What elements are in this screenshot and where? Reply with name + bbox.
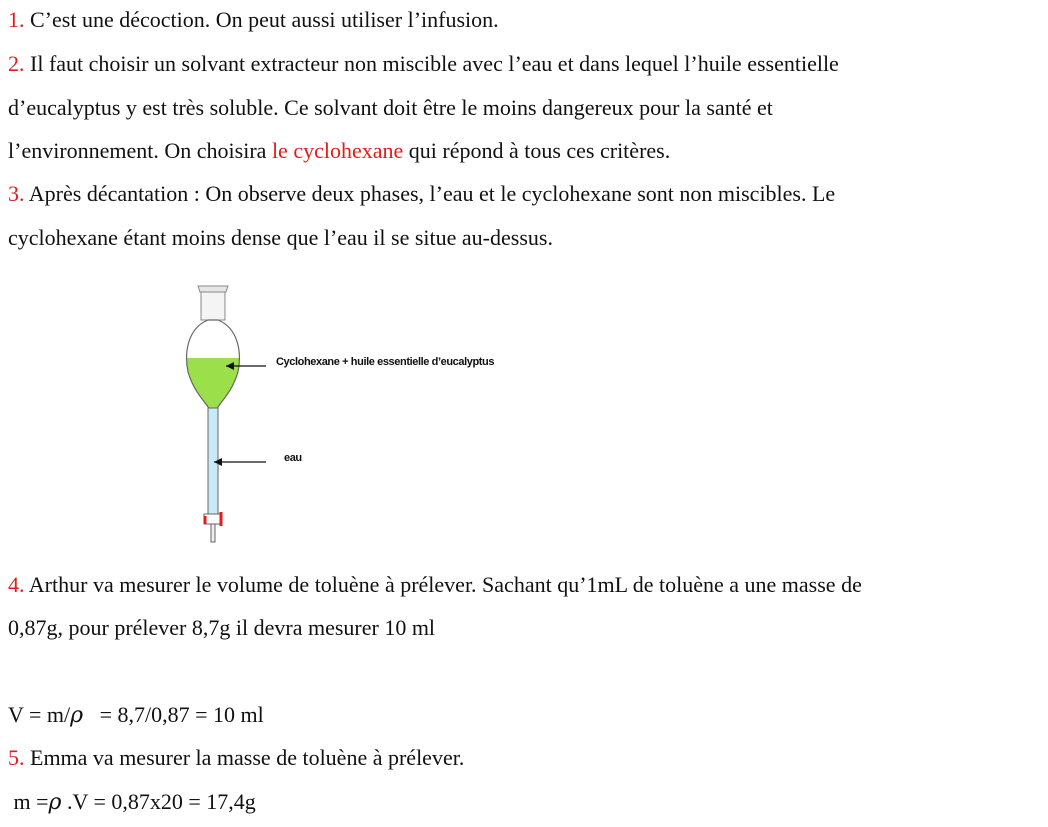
separatory-funnel-illustration [170, 280, 470, 550]
answer-number: 2. [8, 51, 25, 76]
answer-4-continued [8, 613, 435, 643]
label-water-phase: eau [284, 452, 302, 464]
answer-text: l’environnement. On choisira [8, 138, 272, 163]
answer-text: 0,87g, pour prélever 8,7g il devra mesurer 10 ml [8, 615, 436, 640]
answer-number: 5. [8, 745, 25, 770]
answer-text: C’est une décoction. On peut aussi utiliser l’infusion. [24, 7, 499, 32]
answer-number: 1. [8, 7, 25, 32]
answer-text: cyclohexane étant moins dense que l’eau il se situe au-dessus. [8, 225, 553, 250]
tap-body [204, 514, 222, 524]
formula-text: V = m/ [8, 702, 71, 727]
formula-mass [8, 787, 256, 818]
stopper-top [198, 286, 228, 292]
answer-number: 3. [8, 181, 25, 206]
rho-symbol: ρ [70, 703, 84, 728]
answer-text: Emma va mesurer la masse de toluène à prélever. [24, 745, 465, 770]
highlighted-solvent: le cyclohexane [271, 138, 404, 163]
answer-5 [8, 743, 464, 773]
answer-text: Il faut choisir un solvant extracteur non miscible avec l’eau et dans lequel l’huile essentielle [24, 51, 839, 76]
organic-phase [170, 358, 270, 418]
answer-text: d’eucalyptus y est très soluble. Ce solvant doit être le moins dangereux pour la santé et [8, 95, 773, 120]
answer-3-continued [8, 223, 553, 253]
funnel-neck [201, 292, 225, 320]
answer-2-continued [8, 93, 773, 123]
answer-text: qui répond à tous ces critères. [403, 138, 671, 163]
formula-text: = 8,7/0,87 = 10 ml [83, 702, 264, 727]
answer-4 [8, 570, 862, 600]
answer-number: 4. [8, 572, 25, 597]
answer-1 [8, 5, 499, 35]
answer-2 [8, 49, 839, 79]
drain-tip [211, 524, 215, 542]
answer-2-conclusion [8, 136, 670, 166]
formula-volume [8, 700, 264, 731]
answer-text: Après décantation : On observe deux phases, l’eau et le cyclohexane sont non miscibles. Le [24, 181, 836, 206]
answer-text: Arthur va mesurer le volume de toluène à prélever. Sachant qu’1mL de toluène a une masse de [24, 572, 862, 597]
separatory-funnel-figure [170, 280, 495, 550]
label-organic-phase: Cyclohexane + huile essentielle d’eucalyptus [276, 356, 495, 368]
rho-symbol: ρ [48, 790, 62, 815]
answer-3 [8, 179, 835, 209]
formula-text: .V = 0,87x20 = 17,4g [61, 789, 256, 814]
formula-text: m = [8, 789, 49, 814]
